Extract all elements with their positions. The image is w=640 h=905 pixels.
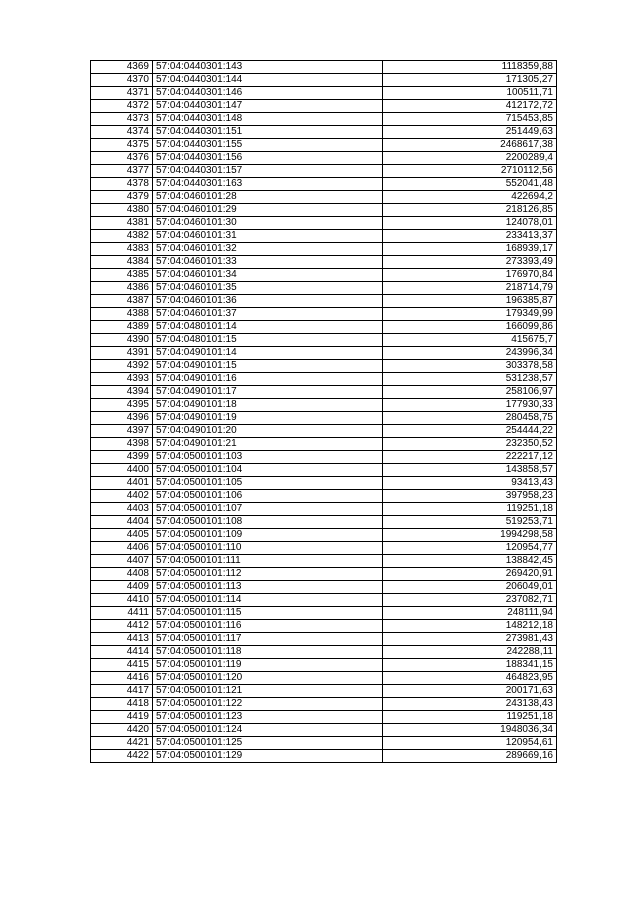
cadastral-number-cell: 57:04:0500101:124 bbox=[153, 724, 383, 737]
table-row bbox=[91, 555, 557, 568]
table-row bbox=[91, 243, 557, 256]
value-cell: 273393,49 bbox=[383, 256, 557, 269]
value-cell: 415675,7 bbox=[383, 334, 557, 347]
cadastral-number-cell: 57:04:0490101:17 bbox=[153, 386, 383, 399]
row-number-cell: 4420 bbox=[91, 724, 153, 737]
table-row bbox=[91, 347, 557, 360]
value-cell: 237082,71 bbox=[383, 594, 557, 607]
value-cell: 715453,85 bbox=[383, 113, 557, 126]
table-row bbox=[91, 321, 557, 334]
table-body bbox=[91, 61, 557, 763]
value-cell: 531238,57 bbox=[383, 373, 557, 386]
value-cell: 188341,15 bbox=[383, 659, 557, 672]
cadastral-number-cell: 57:04:0490101:18 bbox=[153, 399, 383, 412]
row-number-cell: 4393 bbox=[91, 373, 153, 386]
table-row bbox=[91, 503, 557, 516]
cadastral-number-cell: 57:04:0440301:155 bbox=[153, 139, 383, 152]
value-cell: 171305,27 bbox=[383, 74, 557, 87]
table-row bbox=[91, 659, 557, 672]
row-number-cell: 4384 bbox=[91, 256, 153, 269]
table-row bbox=[91, 61, 557, 74]
value-cell: 168939,17 bbox=[383, 243, 557, 256]
row-number-cell: 4398 bbox=[91, 438, 153, 451]
value-cell: 120954,77 bbox=[383, 542, 557, 555]
cadastral-number-cell: 57:04:0500101:115 bbox=[153, 607, 383, 620]
value-cell: 119251,18 bbox=[383, 711, 557, 724]
value-cell: 254444,22 bbox=[383, 425, 557, 438]
row-number-cell: 4400 bbox=[91, 464, 153, 477]
table-row bbox=[91, 386, 557, 399]
row-number-cell: 4411 bbox=[91, 607, 153, 620]
table-row bbox=[91, 672, 557, 685]
cadastral-number-cell: 57:04:0490101:19 bbox=[153, 412, 383, 425]
value-cell: 100511,71 bbox=[383, 87, 557, 100]
cadastral-number-cell: 57:04:0500101:121 bbox=[153, 685, 383, 698]
value-cell: 2200289,4 bbox=[383, 152, 557, 165]
table-row bbox=[91, 165, 557, 178]
value-cell: 138842,45 bbox=[383, 555, 557, 568]
table-row bbox=[91, 594, 557, 607]
table-row bbox=[91, 685, 557, 698]
table-row bbox=[91, 529, 557, 542]
cadastral-number-cell: 57:04:0500101:108 bbox=[153, 516, 383, 529]
value-cell: 93413,43 bbox=[383, 477, 557, 490]
value-cell: 124078,01 bbox=[383, 217, 557, 230]
table-row bbox=[91, 711, 557, 724]
value-cell: 1994298,58 bbox=[383, 529, 557, 542]
row-number-cell: 4371 bbox=[91, 87, 153, 100]
row-number-cell: 4422 bbox=[91, 750, 153, 763]
cadastral-number-cell: 57:04:0480101:14 bbox=[153, 321, 383, 334]
row-number-cell: 4380 bbox=[91, 204, 153, 217]
table-row bbox=[91, 399, 557, 412]
row-number-cell: 4387 bbox=[91, 295, 153, 308]
cadastral-number-cell: 57:04:0500101:122 bbox=[153, 698, 383, 711]
value-cell: 196385,87 bbox=[383, 295, 557, 308]
row-number-cell: 4377 bbox=[91, 165, 153, 178]
value-cell: 179349,99 bbox=[383, 308, 557, 321]
table-row bbox=[91, 126, 557, 139]
value-cell: 200171,63 bbox=[383, 685, 557, 698]
cadastral-number-cell: 57:04:0500101:118 bbox=[153, 646, 383, 659]
table-row bbox=[91, 750, 557, 763]
row-number-cell: 4418 bbox=[91, 698, 153, 711]
cadastral-number-cell: 57:04:0490101:21 bbox=[153, 438, 383, 451]
value-cell: 273981,43 bbox=[383, 633, 557, 646]
value-cell: 232350,52 bbox=[383, 438, 557, 451]
table-row bbox=[91, 269, 557, 282]
table-row bbox=[91, 217, 557, 230]
row-number-cell: 4413 bbox=[91, 633, 153, 646]
row-number-cell: 4416 bbox=[91, 672, 153, 685]
value-cell: 303378,58 bbox=[383, 360, 557, 373]
value-cell: 119251,18 bbox=[383, 503, 557, 516]
value-cell: 258106,97 bbox=[383, 386, 557, 399]
table-row bbox=[91, 568, 557, 581]
row-number-cell: 4419 bbox=[91, 711, 153, 724]
table-row bbox=[91, 581, 557, 594]
row-number-cell: 4406 bbox=[91, 542, 153, 555]
value-cell: 251449,63 bbox=[383, 126, 557, 139]
row-number-cell: 4373 bbox=[91, 113, 153, 126]
table-row bbox=[91, 282, 557, 295]
cadastral-number-cell: 57:04:0500101:104 bbox=[153, 464, 383, 477]
value-cell: 148212,18 bbox=[383, 620, 557, 633]
row-number-cell: 4392 bbox=[91, 360, 153, 373]
row-number-cell: 4379 bbox=[91, 191, 153, 204]
value-cell: 2468617,38 bbox=[383, 139, 557, 152]
table-row bbox=[91, 490, 557, 503]
value-cell: 206049,01 bbox=[383, 581, 557, 594]
cadastral-number-cell: 57:04:0500101:110 bbox=[153, 542, 383, 555]
cadastral-number-cell: 57:04:0500101:114 bbox=[153, 594, 383, 607]
table-row bbox=[91, 334, 557, 347]
cadastral-number-cell: 57:04:0490101:16 bbox=[153, 373, 383, 386]
row-number-cell: 4376 bbox=[91, 152, 153, 165]
cadastral-number-cell: 57:04:0440301:163 bbox=[153, 178, 383, 191]
table-row bbox=[91, 230, 557, 243]
value-cell: 2710112,56 bbox=[383, 165, 557, 178]
table-row bbox=[91, 646, 557, 659]
cadastral-number-cell: 57:04:0500101:125 bbox=[153, 737, 383, 750]
table-row bbox=[91, 256, 557, 269]
cadastral-number-cell: 57:04:0460101:37 bbox=[153, 308, 383, 321]
row-number-cell: 4399 bbox=[91, 451, 153, 464]
value-cell: 233413,37 bbox=[383, 230, 557, 243]
cadastral-number-cell: 57:04:0500101:113 bbox=[153, 581, 383, 594]
table-row bbox=[91, 113, 557, 126]
table-row bbox=[91, 425, 557, 438]
row-number-cell: 4370 bbox=[91, 74, 153, 87]
row-number-cell: 4408 bbox=[91, 568, 153, 581]
cadastral-number-cell: 57:04:0440301:144 bbox=[153, 74, 383, 87]
cadastral-number-cell: 57:04:0460101:31 bbox=[153, 230, 383, 243]
table-row bbox=[91, 191, 557, 204]
cadastral-number-cell: 57:04:0500101:112 bbox=[153, 568, 383, 581]
table-row bbox=[91, 451, 557, 464]
row-number-cell: 4383 bbox=[91, 243, 153, 256]
table-row bbox=[91, 412, 557, 425]
table-row bbox=[91, 100, 557, 113]
row-number-cell: 4401 bbox=[91, 477, 153, 490]
cadastral-number-cell: 57:04:0500101:106 bbox=[153, 490, 383, 503]
value-cell: 218126,85 bbox=[383, 204, 557, 217]
value-cell: 166099,86 bbox=[383, 321, 557, 334]
row-number-cell: 4415 bbox=[91, 659, 153, 672]
row-number-cell: 4369 bbox=[91, 61, 153, 74]
table-row bbox=[91, 464, 557, 477]
row-number-cell: 4402 bbox=[91, 490, 153, 503]
row-number-cell: 4381 bbox=[91, 217, 153, 230]
table-row bbox=[91, 633, 557, 646]
value-cell: 222217,12 bbox=[383, 451, 557, 464]
value-cell: 242288,11 bbox=[383, 646, 557, 659]
value-cell: 289669,16 bbox=[383, 750, 557, 763]
row-number-cell: 4378 bbox=[91, 178, 153, 191]
row-number-cell: 4388 bbox=[91, 308, 153, 321]
cadastral-number-cell: 57:04:0440301:143 bbox=[153, 61, 383, 74]
value-cell: 243138,43 bbox=[383, 698, 557, 711]
cadastral-number-cell: 57:04:0500101:111 bbox=[153, 555, 383, 568]
value-cell: 280458,75 bbox=[383, 412, 557, 425]
cadastral-number-cell: 57:04:0500101:123 bbox=[153, 711, 383, 724]
cadastral-number-cell: 57:04:0500101:129 bbox=[153, 750, 383, 763]
row-number-cell: 4397 bbox=[91, 425, 153, 438]
row-number-cell: 4385 bbox=[91, 269, 153, 282]
row-number-cell: 4414 bbox=[91, 646, 153, 659]
row-number-cell: 4395 bbox=[91, 399, 153, 412]
cadastral-number-cell: 57:04:0440301:156 bbox=[153, 152, 383, 165]
cadastral-number-cell: 57:04:0460101:30 bbox=[153, 217, 383, 230]
row-number-cell: 4382 bbox=[91, 230, 153, 243]
table-row bbox=[91, 360, 557, 373]
cadastral-number-cell: 57:04:0440301:157 bbox=[153, 165, 383, 178]
cadastral-number-cell: 57:04:0500101:103 bbox=[153, 451, 383, 464]
row-number-cell: 4375 bbox=[91, 139, 153, 152]
row-number-cell: 4374 bbox=[91, 126, 153, 139]
cadastral-number-cell: 57:04:0460101:36 bbox=[153, 295, 383, 308]
value-cell: 176970,84 bbox=[383, 269, 557, 282]
cadastral-number-cell: 57:04:0500101:117 bbox=[153, 633, 383, 646]
table-row bbox=[91, 295, 557, 308]
value-cell: 422694,2 bbox=[383, 191, 557, 204]
table-row bbox=[91, 308, 557, 321]
table-row bbox=[91, 87, 557, 100]
cadastral-number-cell: 57:04:0460101:29 bbox=[153, 204, 383, 217]
value-cell: 519253,71 bbox=[383, 516, 557, 529]
cadastral-number-cell: 57:04:0500101:116 bbox=[153, 620, 383, 633]
table-row bbox=[91, 607, 557, 620]
table-row bbox=[91, 74, 557, 87]
cadastral-number-cell: 57:04:0460101:34 bbox=[153, 269, 383, 282]
table-row bbox=[91, 620, 557, 633]
cadastral-number-cell: 57:04:0500101:105 bbox=[153, 477, 383, 490]
row-number-cell: 4396 bbox=[91, 412, 153, 425]
value-cell: 120954,61 bbox=[383, 737, 557, 750]
row-number-cell: 4389 bbox=[91, 321, 153, 334]
value-cell: 243996,34 bbox=[383, 347, 557, 360]
table-row bbox=[91, 139, 557, 152]
value-cell: 248111,94 bbox=[383, 607, 557, 620]
row-number-cell: 4421 bbox=[91, 737, 153, 750]
row-number-cell: 4409 bbox=[91, 581, 153, 594]
row-number-cell: 4417 bbox=[91, 685, 153, 698]
cadastral-number-cell: 57:04:0440301:151 bbox=[153, 126, 383, 139]
cadastral-number-cell: 57:04:0440301:146 bbox=[153, 87, 383, 100]
table-row bbox=[91, 477, 557, 490]
value-cell: 177930,33 bbox=[383, 399, 557, 412]
cadastral-number-cell: 57:04:0490101:15 bbox=[153, 360, 383, 373]
value-cell: 218714,79 bbox=[383, 282, 557, 295]
cadastral-number-cell: 57:04:0500101:107 bbox=[153, 503, 383, 516]
table-row bbox=[91, 152, 557, 165]
table-row bbox=[91, 516, 557, 529]
table-row bbox=[91, 204, 557, 217]
value-cell: 1118359,88 bbox=[383, 61, 557, 74]
table-row bbox=[91, 737, 557, 750]
cadastral-number-cell: 57:04:0490101:14 bbox=[153, 347, 383, 360]
table-row bbox=[91, 698, 557, 711]
cadastral-number-cell: 57:04:0440301:147 bbox=[153, 100, 383, 113]
table-row bbox=[91, 178, 557, 191]
value-cell: 464823,95 bbox=[383, 672, 557, 685]
cadastral-number-cell: 57:04:0460101:35 bbox=[153, 282, 383, 295]
table-row bbox=[91, 542, 557, 555]
table-row bbox=[91, 724, 557, 737]
row-number-cell: 4405 bbox=[91, 529, 153, 542]
cadastral-number-cell: 57:04:0440301:148 bbox=[153, 113, 383, 126]
value-cell: 1948036,34 bbox=[383, 724, 557, 737]
row-number-cell: 4412 bbox=[91, 620, 153, 633]
row-number-cell: 4410 bbox=[91, 594, 153, 607]
value-cell: 143858,57 bbox=[383, 464, 557, 477]
row-number-cell: 4404 bbox=[91, 516, 153, 529]
table-row bbox=[91, 373, 557, 386]
cadastral-number-cell: 57:04:0500101:109 bbox=[153, 529, 383, 542]
row-number-cell: 4390 bbox=[91, 334, 153, 347]
cadastral-number-cell: 57:04:0460101:33 bbox=[153, 256, 383, 269]
row-number-cell: 4391 bbox=[91, 347, 153, 360]
row-number-cell: 4407 bbox=[91, 555, 153, 568]
value-cell: 269420,91 bbox=[383, 568, 557, 581]
row-number-cell: 4372 bbox=[91, 100, 153, 113]
row-number-cell: 4403 bbox=[91, 503, 153, 516]
cadastral-number-cell: 57:04:0460101:28 bbox=[153, 191, 383, 204]
cadastral-number-cell: 57:04:0480101:15 bbox=[153, 334, 383, 347]
row-number-cell: 4394 bbox=[91, 386, 153, 399]
cadastral-number-cell: 57:04:0490101:20 bbox=[153, 425, 383, 438]
cadastral-value-table bbox=[90, 60, 557, 763]
cadastral-number-cell: 57:04:0460101:32 bbox=[153, 243, 383, 256]
value-cell: 412172,72 bbox=[383, 100, 557, 113]
row-number-cell: 4386 bbox=[91, 282, 153, 295]
cadastral-number-cell: 57:04:0500101:119 bbox=[153, 659, 383, 672]
cadastral-number-cell: 57:04:0500101:120 bbox=[153, 672, 383, 685]
table-row bbox=[91, 438, 557, 451]
value-cell: 552041,48 bbox=[383, 178, 557, 191]
value-cell: 397958,23 bbox=[383, 490, 557, 503]
